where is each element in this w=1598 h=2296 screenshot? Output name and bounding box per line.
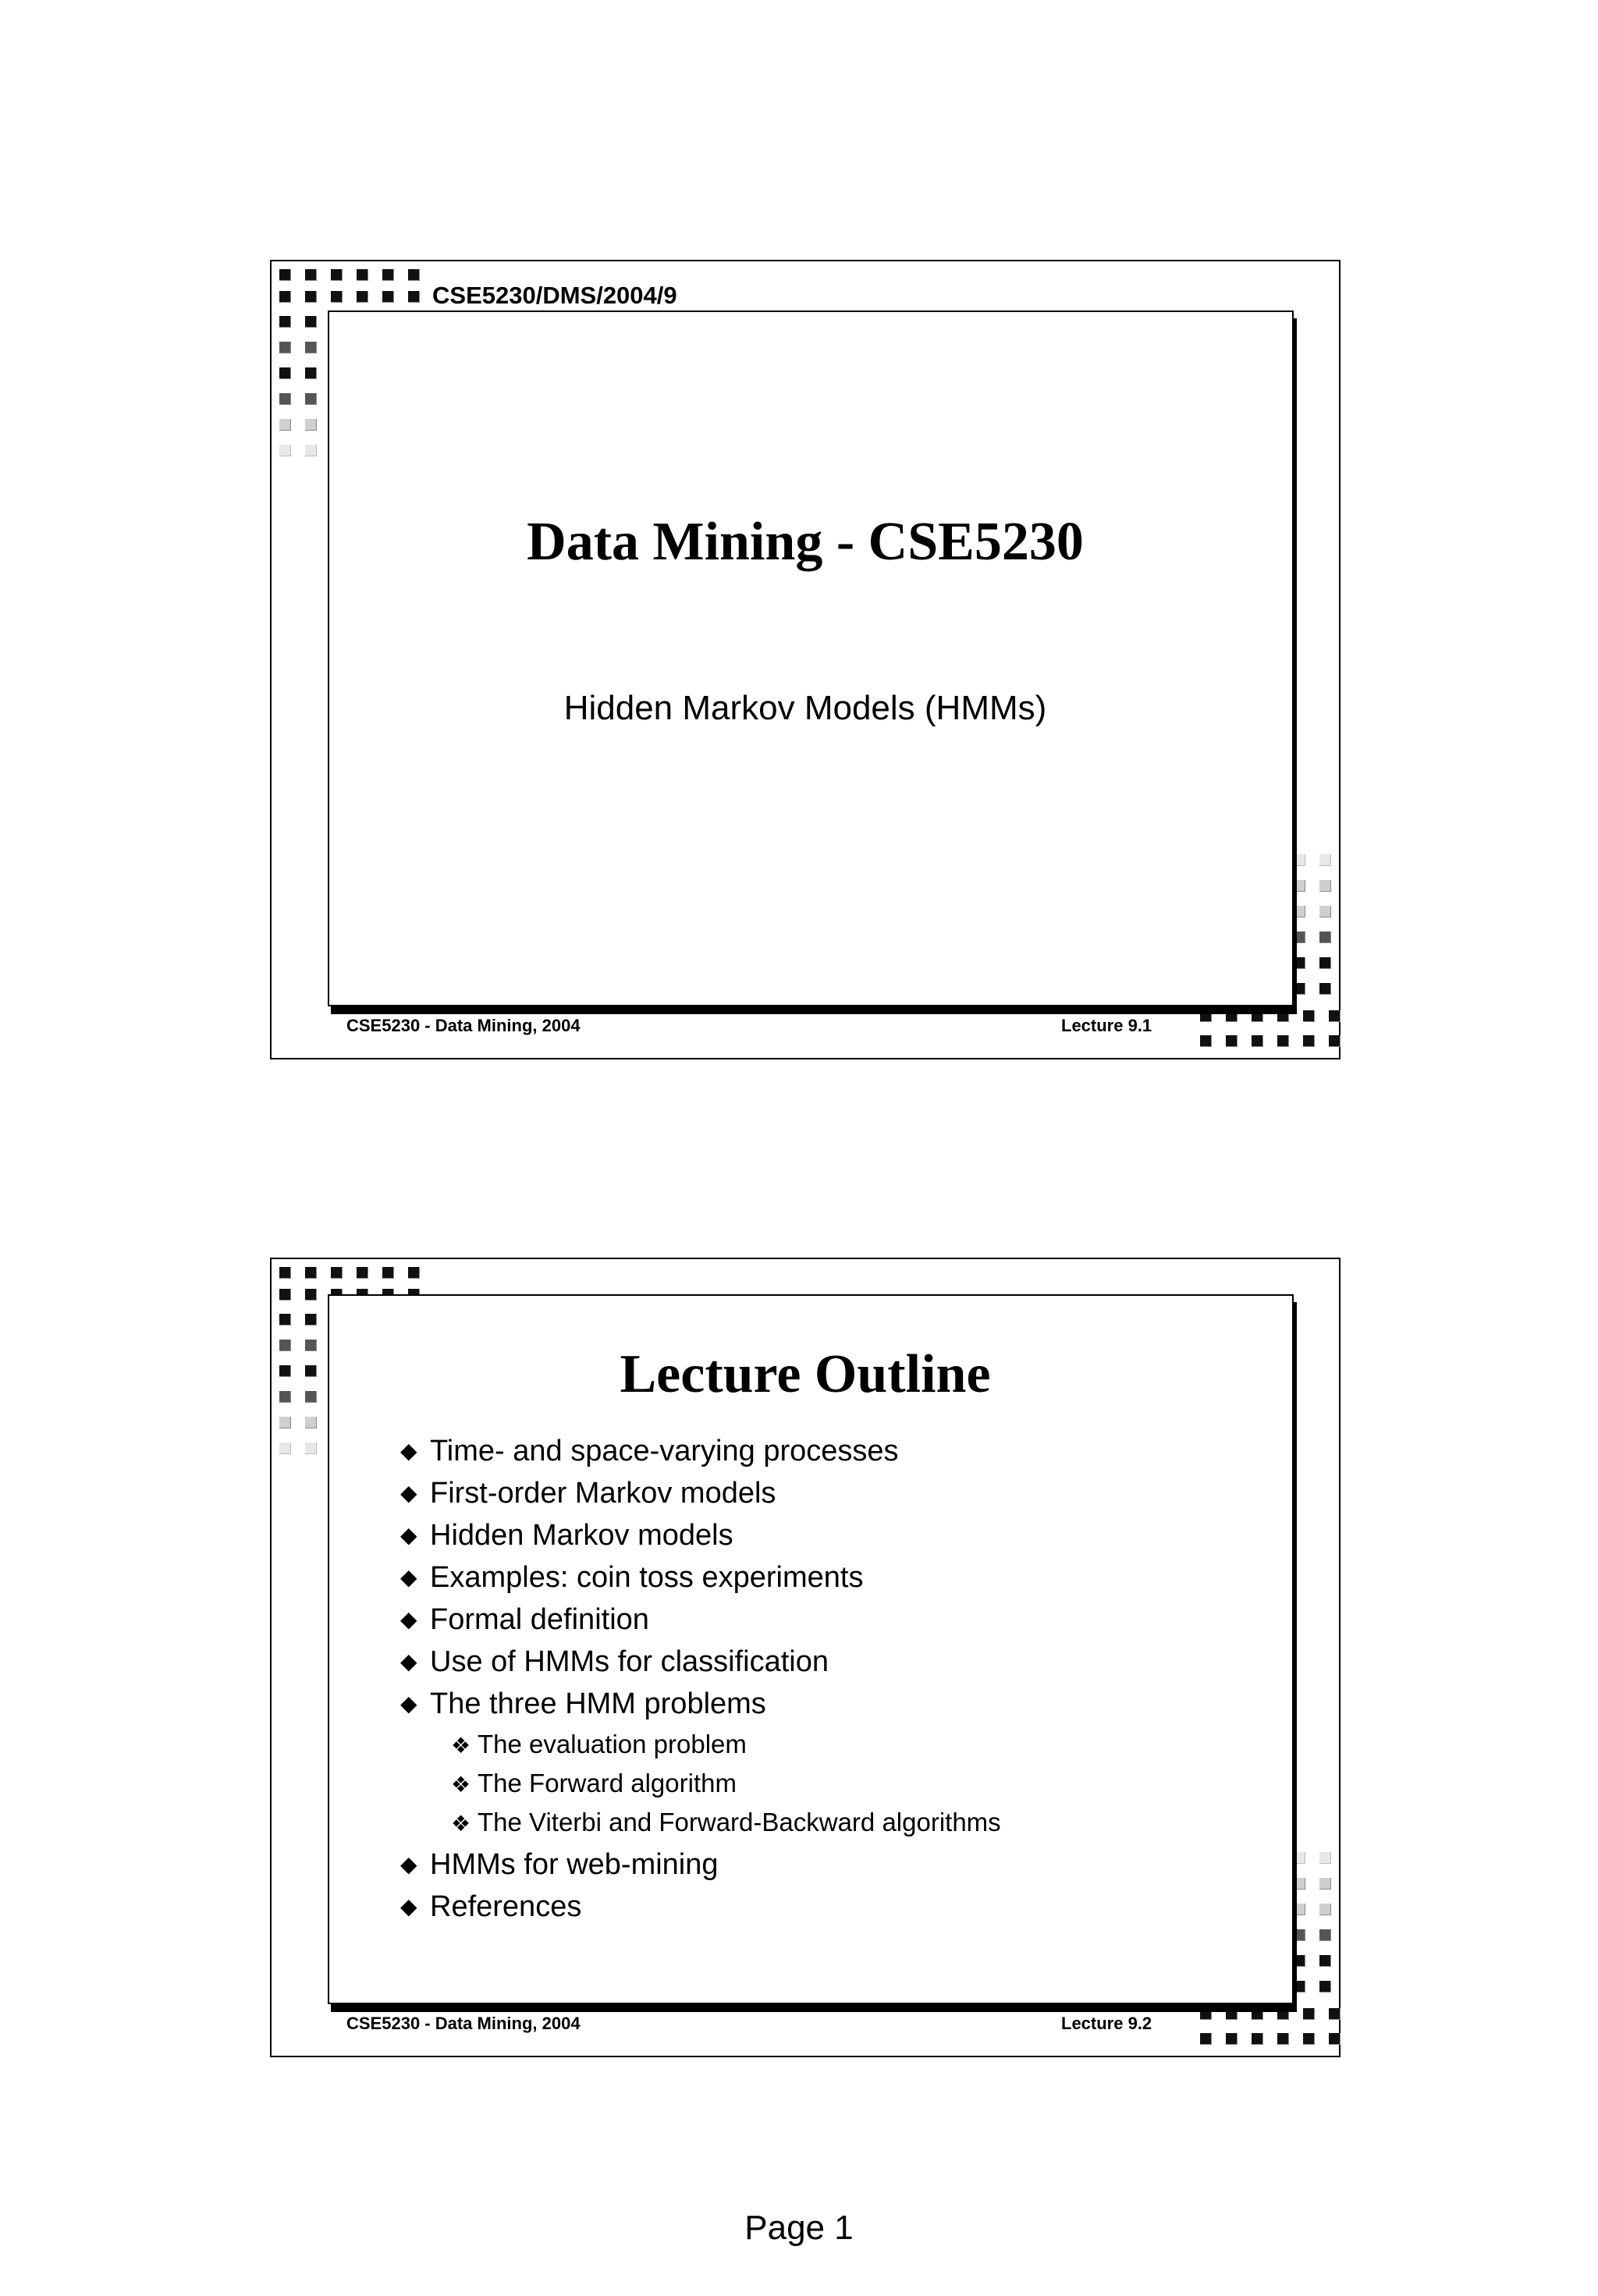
square-icon: [279, 1314, 291, 1325]
slide-1-footer-course: CSE5230 - Data Mining, 2004: [346, 1016, 581, 1035]
diamond-bullet-icon: ◆: [400, 1481, 417, 1505]
square-icon: [279, 367, 291, 379]
square-icon: [1277, 2033, 1289, 2045]
square-icon: [1200, 1035, 1212, 1047]
square-icon: [279, 445, 291, 456]
square-icon: [1319, 854, 1331, 866]
square-icon: [1252, 1010, 1263, 1022]
square-icon: [357, 291, 368, 303]
square-icon: [382, 269, 394, 281]
diamond-bullet-icon: ◆: [400, 1565, 417, 1589]
square-icon: [1277, 2008, 1289, 2020]
outline-item: [400, 1848, 719, 1882]
diamond-bullet-icon: ◆: [400, 1852, 417, 1876]
square-icon: [279, 419, 291, 431]
square-icon: [279, 393, 291, 405]
square-icon: [1319, 906, 1331, 917]
square-icon: [1294, 1852, 1305, 1864]
square-icon: [279, 1443, 291, 1454]
square-icon: [305, 1314, 317, 1325]
square-icon: [1252, 1035, 1263, 1047]
square-icon: [1303, 1010, 1315, 1022]
square-icon: [1294, 1981, 1305, 1993]
square-icon: [408, 291, 420, 303]
square-icon: [305, 1267, 317, 1279]
slide-1-content-frame: [328, 311, 1294, 1006]
square-icon: [1200, 2033, 1212, 2045]
square-icon: [1303, 2033, 1315, 2045]
square-icon: [305, 1289, 317, 1301]
outline-item-text: References: [430, 1890, 582, 1923]
outline-sub-item: [451, 1730, 747, 1759]
square-icon: [408, 269, 420, 281]
square-icon: [305, 393, 317, 405]
square-icon: [1319, 1878, 1331, 1890]
square-icon: [1294, 983, 1305, 995]
square-icon: [305, 269, 317, 281]
outline-item: [400, 1687, 766, 1721]
square-icon: [1294, 1904, 1305, 1915]
diamond-bullet-icon: ◆: [400, 1439, 417, 1463]
slide-1-title: Data Mining - CSE5230: [527, 512, 1084, 572]
square-icon: [1226, 1010, 1238, 1022]
square-icon: [305, 419, 317, 431]
square-icon: [357, 269, 368, 281]
square-icon: [1329, 1010, 1341, 1022]
outline-item: [400, 1477, 776, 1510]
square-icon: [1329, 2008, 1341, 2020]
square-icon: [1294, 957, 1305, 969]
clover-bullet-icon: ❖: [451, 1812, 471, 1836]
square-icon: [279, 1417, 291, 1428]
square-icon: [279, 316, 291, 328]
outline-item-text: Use of HMMs for classification: [430, 1645, 829, 1678]
outline-item-text: HMMs for web-mining: [430, 1848, 719, 1881]
slide-1-footer-lecture: Lecture 9.1: [1061, 1016, 1152, 1035]
square-icon: [1252, 2033, 1263, 2045]
square-icon: [1200, 1010, 1212, 1022]
square-icon: [1303, 2008, 1315, 2020]
square-icon: [1319, 1852, 1331, 1864]
square-icon: [305, 1443, 317, 1454]
square-icon: [279, 291, 291, 303]
outline-item: [400, 1561, 863, 1595]
square-icon: [1319, 957, 1331, 969]
slide-2: [270, 1258, 1341, 2057]
square-icon: [305, 367, 317, 379]
outline-item-text: First-order Markov models: [430, 1477, 776, 1510]
outline-sub-item: [451, 1769, 737, 1798]
square-icon: [279, 1267, 291, 1279]
square-icon: [279, 1289, 291, 1301]
square-icon: [1329, 2033, 1341, 2045]
outline-item: [400, 1435, 899, 1468]
slide-2-footer-course: CSE5230 - Data Mining, 2004: [346, 2014, 581, 2033]
outline-item: [400, 1519, 733, 1553]
course-code-header: CSE5230/DMS/2004/9: [432, 282, 677, 309]
square-icon: [1226, 2033, 1238, 2045]
diamond-bullet-icon: ◆: [400, 1649, 417, 1673]
square-icon: [1277, 1035, 1289, 1047]
outline-item: [400, 1645, 829, 1679]
outline-item-text: The Viterbi and Forward-Backward algorithms: [478, 1808, 1001, 1836]
square-icon: [305, 1417, 317, 1428]
square-icon: [1319, 1981, 1331, 1993]
square-icon: [331, 269, 343, 281]
outline-item-text: Time- and space-varying processes: [430, 1435, 899, 1467]
diamond-bullet-icon: ◆: [400, 1691, 417, 1716]
square-icon: [1319, 1929, 1331, 1941]
square-icon: [357, 1267, 368, 1279]
square-icon: [1329, 1035, 1341, 1047]
square-icon: [382, 1267, 394, 1279]
square-icon: [1226, 1035, 1238, 1047]
square-icon: [1277, 1010, 1289, 1022]
clover-bullet-icon: ❖: [451, 1773, 471, 1797]
outline-item-text: Examples: coin toss experiments: [430, 1561, 864, 1594]
clover-bullet-icon: ❖: [451, 1734, 471, 1758]
page-number: Page 1: [744, 2209, 854, 2247]
square-icon: [1252, 2008, 1263, 2020]
square-icon: [1319, 880, 1331, 892]
square-icon: [1319, 1904, 1331, 1915]
diamond-bullet-icon: ◆: [400, 1523, 417, 1547]
square-icon: [1200, 2008, 1212, 2020]
square-icon: [305, 316, 317, 328]
outline-item-text: The Forward algorithm: [478, 1769, 737, 1797]
square-icon: [305, 291, 317, 303]
diamond-bullet-icon: ◆: [400, 1607, 417, 1631]
slide-2-footer-lecture: Lecture 9.2: [1061, 2014, 1152, 2033]
outline-item-text: The evaluation problem: [478, 1730, 747, 1758]
outline-item-text: The three HMM problems: [430, 1687, 766, 1720]
square-icon: [331, 1267, 343, 1279]
outline-item: [400, 1890, 581, 1924]
square-icon: [1226, 2008, 1238, 2020]
square-icon: [382, 291, 394, 303]
square-icon: [331, 291, 343, 303]
square-icon: [305, 445, 317, 456]
slide-2-title: Lecture Outline: [620, 1344, 991, 1404]
square-icon: [1294, 880, 1305, 892]
square-icon: [305, 342, 317, 353]
square-icon: [1294, 1955, 1305, 1967]
square-icon: [1319, 983, 1331, 995]
slide-1-subtitle: Hidden Markov Models (HMMs): [563, 689, 1047, 727]
outline-item-text: Formal definition: [430, 1603, 649, 1636]
square-icon: [1294, 932, 1305, 943]
square-icon: [1294, 1929, 1305, 1941]
outline-item-text: Hidden Markov models: [430, 1519, 733, 1552]
square-icon: [279, 269, 291, 281]
outline-sub-item: [451, 1808, 1001, 1837]
square-icon: [1303, 1035, 1315, 1047]
square-icon: [1294, 906, 1305, 917]
outline-item: [400, 1603, 649, 1637]
square-icon: [408, 1267, 420, 1279]
square-icon: [1294, 1878, 1305, 1890]
diamond-bullet-icon: ◆: [400, 1894, 417, 1918]
square-icon: [1319, 1955, 1331, 1967]
square-icon: [1294, 854, 1305, 866]
square-icon: [279, 342, 291, 353]
square-icon: [1319, 932, 1331, 943]
slide-1: [270, 260, 1341, 1059]
